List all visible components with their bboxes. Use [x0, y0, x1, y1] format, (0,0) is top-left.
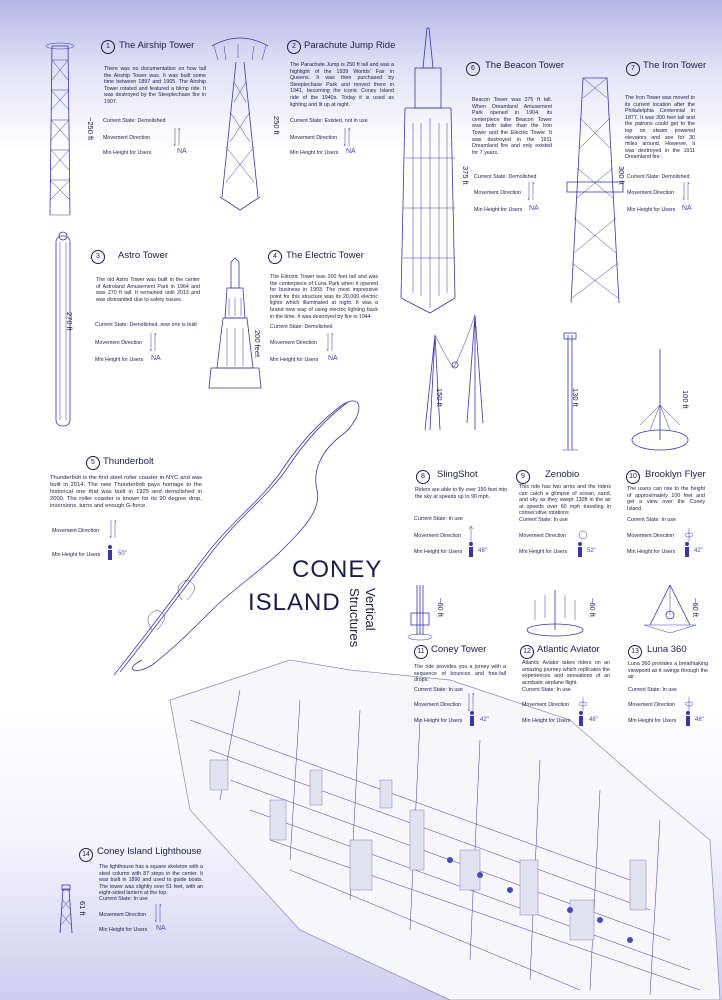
item-min-coney-tower: 42"	[480, 717, 489, 723]
item-desc-slingshot: Riders are able to fly over 150 feet into the sky at speeds up to 90 mph.	[415, 487, 507, 500]
movement-label-4: Movement Direction	[270, 340, 318, 346]
item-state-parachute-jump: Current State: Existed, not in use	[290, 118, 368, 124]
item-desc-airship-tower: There was no documentation on how tall the Airship Tower was. It was built some time between 1897 and 1905. The Airship Tower rotated and featured a blimp ride. It was destroyed by the Steeplechase fire in 1907.	[104, 66, 206, 105]
item-height-lighthouse: 61 ft	[78, 901, 87, 916]
person-icon	[577, 542, 583, 558]
min-height-label-5: Min Height for Users	[52, 552, 101, 558]
min-height-label-13: Min Height for Users	[628, 718, 677, 724]
movement-label-9: Movement Direction	[519, 533, 567, 539]
item-number-11: 11	[414, 645, 428, 659]
item-number-3: 3	[91, 250, 105, 264]
item-title-beacon-tower: The Beacon Tower	[485, 60, 565, 71]
item-title-atlantic-aviator: Atlantic Aviator	[537, 644, 600, 655]
item-number-10: 10	[626, 470, 640, 484]
item-state-slingshot: Current State: In use	[414, 516, 463, 522]
slingshot-drawing	[425, 305, 485, 435]
movement-label-3: Movement Direction	[95, 340, 143, 346]
lighthouse-drawing	[56, 885, 76, 935]
item-number-2: 2	[287, 40, 301, 54]
item-state-lighthouse: Current State: In use	[99, 896, 148, 902]
item-height-parachute-jump: 250 ft	[272, 116, 281, 135]
item-height-zenobio: 130 ft	[571, 388, 580, 407]
item-height-slingshot: 150 ft	[435, 388, 444, 407]
item-title-airship-tower: The Airship Tower	[119, 40, 195, 51]
movement-label-12: Movement Direction	[522, 702, 570, 708]
item-min-lighthouse: NA	[156, 925, 166, 932]
min-height-label-3: Min Height for Users	[95, 357, 144, 363]
movement-label-13: Movement Direction	[628, 702, 676, 708]
item-desc-coney-tower: The ride provides you a jorney with a sequence of bounces and free-fall drops.	[414, 664, 506, 684]
item-desc-atlantic-aviator: Atlantic Aviator takes riders on an amazing journey which replicates the experiences and sensations of an acrobatic airplane flight.	[522, 660, 610, 686]
movement-label-8: Movement Direction	[414, 533, 462, 539]
parachute-jump-drawing	[210, 32, 270, 212]
person-icon	[685, 711, 691, 727]
item-title-coney-island-lighthouse: Coney Island Lighthouse	[97, 846, 202, 857]
movement-arrow-icon	[683, 182, 689, 202]
beacon-tower-drawing	[395, 28, 465, 318]
item-min-slingshot: 48"	[478, 548, 487, 554]
item-number-6: 6	[466, 62, 480, 76]
movement-arrow-icon	[528, 182, 534, 202]
coney-island-map-drawing	[150, 660, 720, 1000]
item-min-parachute-jump: NA	[346, 148, 356, 155]
item-number-13: 13	[628, 645, 642, 659]
item-title-astro-tower: Astro Tower	[118, 250, 168, 261]
item-min-thunderbolt: 50"	[118, 551, 127, 557]
min-height-label-11: Min Height for Users	[414, 718, 463, 724]
min-height-label-14: Min Height for Users	[99, 927, 148, 933]
movement-arrow-icon	[150, 333, 156, 353]
min-height-label-4: Min Height for Users	[270, 357, 319, 363]
person-icon	[107, 545, 113, 561]
min-height-label-1: Min Height for Users	[103, 150, 152, 156]
item-min-electric-tower: NA	[328, 355, 338, 362]
min-height-label-12: Min Height for Users	[522, 718, 571, 724]
item-state-beacon-tower: Current State: Demolished	[474, 174, 537, 180]
item-height-beacon-tower: 375 ft	[461, 166, 470, 185]
movement-label-6: Movement Direction	[474, 190, 522, 196]
item-min-iron-tower: NA	[682, 205, 692, 212]
item-title-luna-360: Luna 360	[647, 644, 687, 655]
item-number-5: 5	[86, 456, 100, 470]
item-desc-astro-tower: The old Astro Tower was built in the center of Astroland Amusement Park in 1964 and was 270 ft tall. It remained until 2013 and was dismantled due to safety issues.	[96, 277, 200, 303]
person-icon	[468, 542, 474, 558]
item-title-slingshot: SlingShot	[437, 469, 478, 480]
item-number-1: 1	[101, 40, 115, 54]
item-title-brooklyn-flyer: Brooklyn Flyer	[645, 469, 706, 480]
item-number-12: 12	[520, 645, 534, 659]
movement-label-11: Movement Direction	[414, 702, 462, 708]
movement-arrow-icon	[344, 128, 350, 148]
item-title-parachute-jump: Parachute Jump Ride	[304, 40, 396, 51]
item-number-14: 14	[79, 848, 93, 862]
movement-label-2: Movement Direction	[290, 135, 338, 141]
atlantic-aviator-drawing	[525, 590, 585, 640]
item-min-zenobio: 52"	[587, 548, 596, 554]
item-height-airship-tower: ~250 ft	[86, 117, 95, 141]
item-state-airship-tower: Current State: Demolished	[103, 118, 166, 124]
item-min-brooklyn-flyer: 42"	[694, 548, 703, 554]
poster-title-island: ISLAND	[248, 589, 341, 616]
item-height-electric-tower: 200 feet	[253, 330, 262, 358]
item-state-coney-tower: Current State: In use	[414, 687, 463, 693]
movement-arrow-icon	[468, 693, 474, 713]
item-min-beacon-tower: NA	[529, 205, 539, 212]
item-number-8: 8	[416, 470, 430, 484]
movement-arrow-icon	[174, 128, 180, 148]
movement-label-5: Movement Direction	[52, 528, 100, 534]
item-desc-parachute-jump: The Parachute Jump is 250 ft tall and was a highlight of the 1939 Worlds' Fair in Queens. It was then purchased by Steeplechase Park and moved there in 1941, becoming the iconic Coney Island ride of the 1940s. Today it is used as lighting and lit up at night.	[290, 62, 394, 108]
movement-arrow-icon	[155, 904, 161, 924]
item-height-brooklyn-flyer: 100 ft	[681, 390, 690, 409]
min-height-label-2: Min Height for Users	[290, 150, 339, 156]
item-state-electric-tower: Current State: Demolished	[270, 324, 333, 330]
item-desc-zenobio: This ride has two arms and the riders can catch a glimpse of ocean, sand, and sky as they swept 130ft in the air at speeds over 60 mph traveling in consecutive rotations	[519, 484, 611, 517]
iron-tower-drawing	[565, 78, 625, 308]
item-desc-beacon-tower: Beacon Tower was 375 ft tall. When Dreamland Amusement Park opened in 1904, its centerpiece the Beacon Tower was both taller than the Iron Tower and the Electric Tower. It was destroyed in the 1911 Dreamland fire and only existed for 7 years.	[472, 97, 552, 156]
item-min-atlantic-aviator: 48"	[589, 717, 598, 723]
item-height-iron-tower: 300 ft	[617, 166, 626, 185]
item-state-iron-tower: Current State: Demolished	[627, 174, 690, 180]
item-min-airship-tower: NA	[177, 148, 187, 155]
item-desc-electric-tower: The Electric Tower was 200 feet tall and was the centerpiece of Luna Park when it opened for business in 1903. The most impressive point for this structure was its 20,000 electric lights which illuminated at night. It was a brand new way of using electric lighting back in the time. It was destroyed by fire in 1944.	[270, 274, 378, 320]
item-state-brooklyn-flyer: Current State: In use	[627, 517, 676, 523]
item-height-coney-tower: ~60 ft	[436, 598, 445, 617]
item-state-luna-360: Current State: In use	[628, 687, 677, 693]
min-height-label-6: Min Height for Users	[474, 207, 523, 213]
item-height-astro-tower: 270 ft	[65, 312, 74, 331]
item-number-9: 9	[516, 470, 530, 484]
item-height-atlantic-aviator: ~60 ft	[588, 598, 597, 617]
movement-arrow-icon	[110, 520, 116, 540]
item-number-7: 7	[626, 62, 640, 76]
movement-label-10: Movement Direction	[627, 533, 675, 539]
item-desc-lighthouse: The lighthouse has a square skeleton with a steel column with 87 steps in the center. It was built in 1890 and used to guide boats. The tower was slightly over 61 feet, with an eight-sided lantern at the top.	[99, 864, 203, 897]
item-desc-iron-tower: The Iron Tower was moved to its current location after the Philadelphia Centennial in 1877. It was 300 feet tall and the patrons could get to the top on steam powered elevators and see for 30 miles around. However, it was destroyed in the 1911 Dreamland fire.	[625, 95, 695, 161]
poster-subtitle-structures: Structures	[347, 588, 362, 648]
poster-subtitle-vertical: Vertical	[363, 588, 378, 631]
movement-label-14: Movement Direction	[99, 912, 147, 918]
movement-arrow-icon	[327, 333, 333, 353]
item-state-zenobio: Current State: In use	[519, 517, 568, 523]
item-title-thunderbolt: Thunderbolt	[103, 456, 154, 467]
airship-tower-drawing	[40, 40, 80, 220]
poster-title-coney: CONEY	[292, 556, 383, 583]
item-number-4: 4	[268, 250, 282, 264]
item-title-zenobio: Zenobio	[545, 469, 580, 480]
min-height-label-10: Min Height for Users	[627, 549, 676, 555]
item-title-coney-tower: Coney Tower	[431, 644, 487, 655]
person-icon	[684, 542, 690, 558]
item-desc-thunderbolt: Thunderbolt is the first steel roller coaster in NYC and was built in 2014. The new Thunderbolt pays homage to the historical one that was built in 1925 and demolished in 2000. The roller coaster is known for its 90 degree drop, inversions, turns and enough G-force.	[50, 475, 202, 509]
movement-label-7: Movement Direction	[627, 190, 675, 196]
person-icon	[469, 711, 475, 727]
item-min-astro-tower: NA	[151, 355, 161, 362]
item-desc-brooklyn-flyer: The users can rise to the height of approximately 100 feet and get a view over the Coney Island.	[627, 486, 705, 512]
person-icon	[578, 711, 584, 727]
item-height-luna-360: ~60 ft	[691, 598, 700, 617]
item-title-electric-tower: The Electric Tower	[286, 250, 364, 261]
min-height-label-9: Min Height for Users	[519, 549, 568, 555]
item-state-astro-tower: Current State: Demolished, new one is built	[95, 322, 197, 328]
item-desc-luna-360: Luna 360 provides a breathtaking viewpoint as it swings through the air.	[628, 661, 708, 681]
movement-label-1: Movement Direction	[103, 135, 151, 141]
item-min-luna-360: 48"	[695, 717, 704, 723]
item-title-iron-tower: The Iron Tower	[643, 60, 707, 71]
item-state-atlantic-aviator: Current State: In use	[522, 687, 571, 693]
coney-tower-drawing	[405, 585, 435, 645]
min-height-label-7: Min Height for Users	[627, 207, 676, 213]
min-height-label-8: Min Height for Users	[414, 549, 463, 555]
electric-tower-drawing	[205, 258, 265, 398]
thunderbolt-track-drawing	[112, 390, 372, 680]
